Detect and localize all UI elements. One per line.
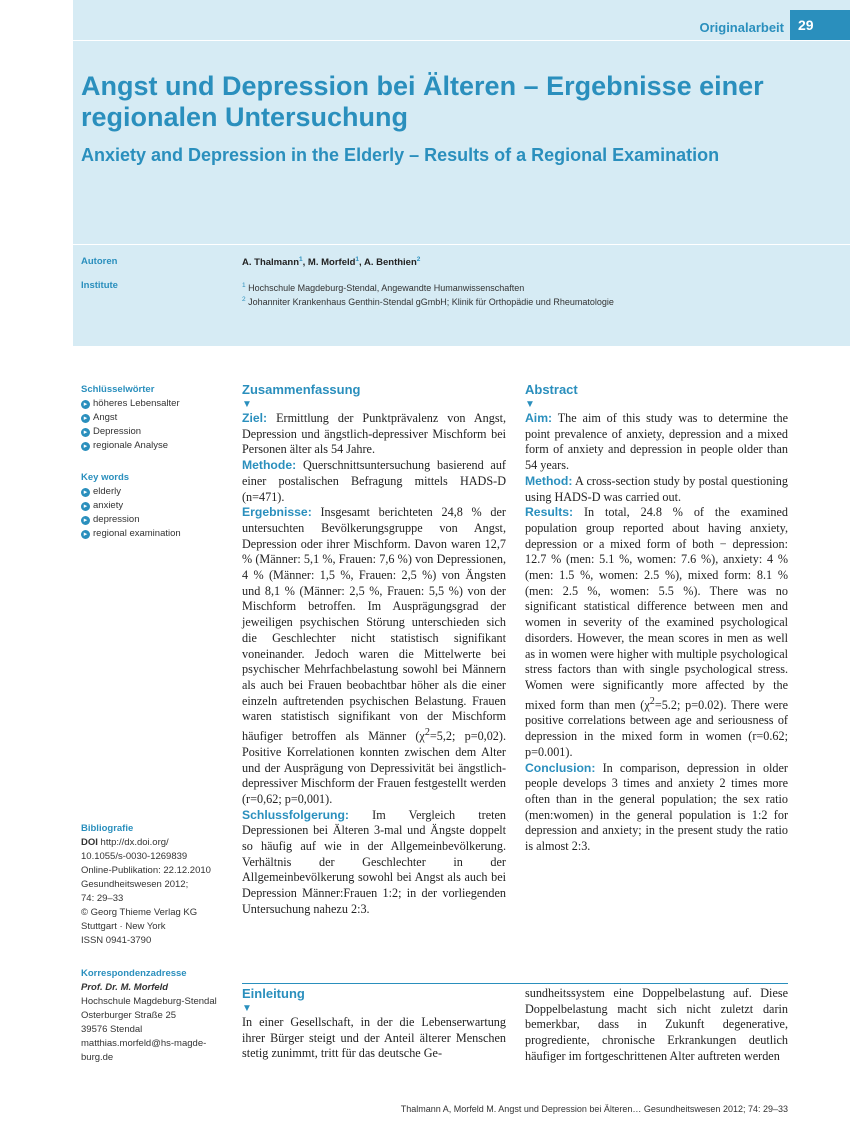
einleitung-text: In einer Gesellschaft, in der die Lebenserwartung ihrer Bürger steigt und der Anteil älterer Menschen stetig zunimmt, tritt für das deutsche Ge- xyxy=(242,1015,506,1061)
institutes-label: Institute xyxy=(81,280,118,291)
einleitung-column-left xyxy=(242,986,506,1062)
header-top-rule xyxy=(73,40,850,41)
arrow-bullet-icon: ▸ xyxy=(81,414,90,423)
chi-square-superscript: 2 xyxy=(649,695,655,707)
email-line[interactable]: matthias.morfeld@hs-magde- xyxy=(81,1038,207,1049)
conclusion-text: In comparison, depression in older people develops 3 times and anxiety 2 times more often than in the general population; the sex ratio (men:women) in the general population is 1:2 for depression and anxiety; in the present study the ratio is almost 2:3. xyxy=(525,760,788,854)
keyword-item xyxy=(81,527,231,541)
ergebnisse-text-cont: =5,2; p=0,02). Positive Korrelationen konnten zwischen dem Alter und der Ausprägung von Depressivität bei ängstlich-depressiver Mischform der Frauen festgestellt werden (r=0,62; p=0,001). xyxy=(242,729,506,806)
keyword-text: anxiety xyxy=(93,500,124,511)
abstract-column xyxy=(525,382,788,855)
keyword-text: Angst xyxy=(93,412,118,423)
keyword-item xyxy=(81,513,231,527)
conclusion-label: Conclusion: xyxy=(525,760,596,775)
conclusion-paragraph xyxy=(525,761,788,855)
author-name: A. Thalmann xyxy=(242,257,300,269)
author-separator: , xyxy=(359,257,364,269)
institute-text: Johanniter Krankenhaus Genthin-Stendal gGmbH; Klinik für Orthopädie und Rheumatologie xyxy=(248,297,614,307)
bib-line: © Georg Thieme Verlag KG xyxy=(81,907,198,918)
ziel-label: Ziel: xyxy=(242,411,268,425)
aim-text: The aim of this study was to determine the point prevalence of anxiety, depression and a mixed form of anxiety and depression in people older than 54 years. xyxy=(525,411,788,473)
einleitung-title: Einleitung xyxy=(242,986,305,1001)
triangle-down-icon: ▼ xyxy=(242,1003,252,1014)
einleitung-column-right xyxy=(525,986,788,1065)
zusammenfassung-column xyxy=(242,382,506,918)
arrow-bullet-icon: ▸ xyxy=(81,502,90,511)
arrow-bullet-icon: ▸ xyxy=(81,530,90,539)
keywords-german-title: Schlüsselwörter xyxy=(81,384,155,395)
institute-number: 1 xyxy=(242,282,246,289)
bib-line: Gesundheitswesen 2012; xyxy=(81,879,189,890)
einleitung-rule xyxy=(242,983,788,984)
address-line: Hochschule Magdeburg-Stendal xyxy=(81,996,217,1007)
method-text: A cross-section study by postal questioning using HADS-D was carried out. xyxy=(525,473,788,504)
keyword-text: regionale Analyse xyxy=(93,440,168,451)
arrow-bullet-icon: ▸ xyxy=(81,442,90,451)
results-text-cont: =5.2; p=0.02). There were positive correlations between age and seriousness of depression in the mixed form in women (r=0.62; p=0.001). xyxy=(525,697,788,759)
email-line[interactable]: burg.de xyxy=(81,1052,114,1063)
page-footer: Thalmann A, Morfeld M. Angst und Depression bei Älteren… Gesundheitswesen 2012; 74: 29–33 xyxy=(400,1104,788,1114)
keyword-item xyxy=(81,397,231,411)
bib-line: Stuttgart · New York xyxy=(81,921,166,932)
author-separator: , xyxy=(302,257,308,269)
zusammenfassung-title: Zusammenfassung xyxy=(242,382,361,397)
bibliography-title: Bibliografie xyxy=(81,823,134,834)
ergebnisse-text: Insgesamt berichteten 24,8 % der untersuchten Bevölkerungsgruppe von Angst, Depression oder ihrer Mischform. Davon waren 12,7 % (Männer: 5,1 %, Frauen: 7,6 %) von Depressionen, 4 % (Männer: 1,5 %, Frauen: 2,5 %) von Ängsten und 8,1 % (Männer: 2,5 %, Frauen: 5,5 %) von der Mischform betroffen. Im Ausprägungsgrad der jeweiligen psychischen Störung unterschieden sich die Geschlechter nicht statistisch signifikant voneinander. Jedoch waren die Mittelwerte bei psychischer Mehrfachbelastung sowohl bei Männern als auch bei Frauen beobachtbar höher als die einer einzeln auftretenden psychischen Belastung. Frauen waren statistisch signifikant von der Mischform häufiger betroffen als Männer (χ xyxy=(242,505,506,744)
doi-line xyxy=(81,836,231,850)
keyword-item xyxy=(81,439,231,453)
keyword-item xyxy=(81,411,231,425)
bib-line: 74: 29–33 xyxy=(81,893,124,904)
page-number: 29 xyxy=(790,10,850,40)
ergebnisse-paragraph xyxy=(242,505,506,807)
author-affiliation: 1 xyxy=(299,256,303,263)
triangle-down-icon: ▼ xyxy=(525,399,535,410)
authors-label: Autoren xyxy=(81,256,118,267)
bib-line: Online-Publikation: 22.12.2010 xyxy=(81,865,211,876)
ziel-text: Ermittlung der Punktprävalenz von Angst, Depression und ängstlich-depressiver Mischform bei Personen älter als 54 Jahre. xyxy=(242,411,507,457)
schluss-paragraph xyxy=(242,808,506,918)
institute-number: 2 xyxy=(242,296,246,303)
institute-list xyxy=(242,280,614,308)
keywords-english-title: Key words xyxy=(81,472,130,483)
results-label: Results: xyxy=(525,505,574,520)
results-paragraph xyxy=(525,505,788,760)
method-label: Method: xyxy=(525,473,573,488)
methode-paragraph xyxy=(242,458,506,505)
schluss-text: Im Vergleich treten Depressionen bei Älteren 3-mal und Ängste doppelt so häufig auf wie in der Allgemeinbevölkerung. Verhältnis der Geschlechter in der Allgemeinbevölkerung sowohl bei Angst als auch bei Depression Männer:Frauen 1:2; in der vorliegenden Untersuchung nahezu 2:3. xyxy=(242,807,506,916)
author-affiliation: 1 xyxy=(355,256,360,263)
arrow-bullet-icon: ▸ xyxy=(81,488,90,497)
keyword-text: Depression xyxy=(93,426,142,437)
keywords-german xyxy=(81,383,231,453)
chi-square-superscript: 2 xyxy=(424,727,430,739)
ziel-paragraph xyxy=(242,411,506,458)
arrow-bullet-icon: ▸ xyxy=(81,516,90,525)
einleitung-text-cont: sundheitssystem eine Doppelbelastung auf. Diese Doppelbelastung macht sich nicht zuletzt darin bemerkbar, dass in Zukunft degenerative, progrediente, chronische Erkrankungen deutlich häufiger im fortgeschrittenen Alter auftreten werden xyxy=(525,986,788,1063)
author-list xyxy=(242,256,420,268)
correspondence-name: Prof. Dr. M. Morfeld xyxy=(81,982,169,993)
triangle-down-icon: ▼ xyxy=(242,399,252,410)
address-line: 39576 Stendal xyxy=(81,1024,143,1035)
header-divider xyxy=(73,244,850,245)
abstract-title: Abstract xyxy=(525,382,578,397)
institute-item xyxy=(242,294,614,308)
ergebnisse-label: Ergebnisse: xyxy=(242,505,312,520)
methode-label: Methode: xyxy=(242,458,297,473)
keyword-item xyxy=(81,499,231,513)
arrow-bullet-icon: ▸ xyxy=(81,400,90,409)
keyword-text: depression xyxy=(93,514,140,525)
schluss-label: Schlussfolgerung: xyxy=(242,807,349,822)
author-name: A. Benthien xyxy=(363,257,417,269)
section-label: Originalarbeit xyxy=(699,20,784,35)
doi-label: DOI xyxy=(81,837,98,848)
address-line: Osterburger Straße 25 xyxy=(81,1010,177,1021)
keywords-english xyxy=(81,471,231,541)
method-paragraph xyxy=(525,474,788,505)
aim-paragraph xyxy=(525,411,788,474)
keyword-text: elderly xyxy=(93,486,121,497)
bib-line: ISSN 0941-3790 xyxy=(81,935,152,946)
bib-line[interactable]: 10.1055/s-0030-1269839 xyxy=(81,851,188,862)
author-name: M. Morfeld xyxy=(307,257,356,269)
methode-text: Querschnittsuntersuchung basierend auf einer postalischen Befragung mittels HADS-D (n=471). xyxy=(242,458,506,504)
keyword-item xyxy=(81,485,231,499)
institute-text: Hochschule Magdeburg-Stendal, Angewandte Humanwissenschaften xyxy=(248,283,525,293)
arrow-bullet-icon: ▸ xyxy=(81,428,90,437)
institute-item xyxy=(242,280,614,294)
title-english: Anxiety and Depression in the Elderly – Results of a Regional Examination xyxy=(81,145,720,165)
aim-label: Aim: xyxy=(525,411,553,425)
keyword-text: regional examination xyxy=(93,528,181,539)
bibliography xyxy=(81,822,231,948)
doi-link[interactable]: http://dx.doi.org/ xyxy=(100,837,169,848)
correspondence-title: Korrespondenzadresse xyxy=(81,968,187,979)
correspondence xyxy=(81,967,231,1065)
results-text: In total, 24.8 % of the examined population group reported about having anxiety, depression or a mixed form of both − depression: 12.7 % (men: 5.1 %, women: 7.6 %), anxiety: 4 % (men: 1.5 %, women: 2.5 %), mixed form: 8.1 % (men: 2.5 %, women: 5.5 %). There was no significant statistical difference between men and women in severity of the examined psychological disorders. However, the mean scores in men as well as in women were higher with multiple psychological stress factors than with single psychological stress. Women were significantly more affected by the mixed form than men (χ xyxy=(525,505,789,712)
title-german: Angst und Depression bei Älteren – Ergebnisse einer regionalen Untersuchung xyxy=(81,71,764,132)
keyword-item xyxy=(81,425,231,439)
keyword-text: höheres Lebensalter xyxy=(93,398,180,409)
author-affiliation: 2 xyxy=(416,256,421,263)
